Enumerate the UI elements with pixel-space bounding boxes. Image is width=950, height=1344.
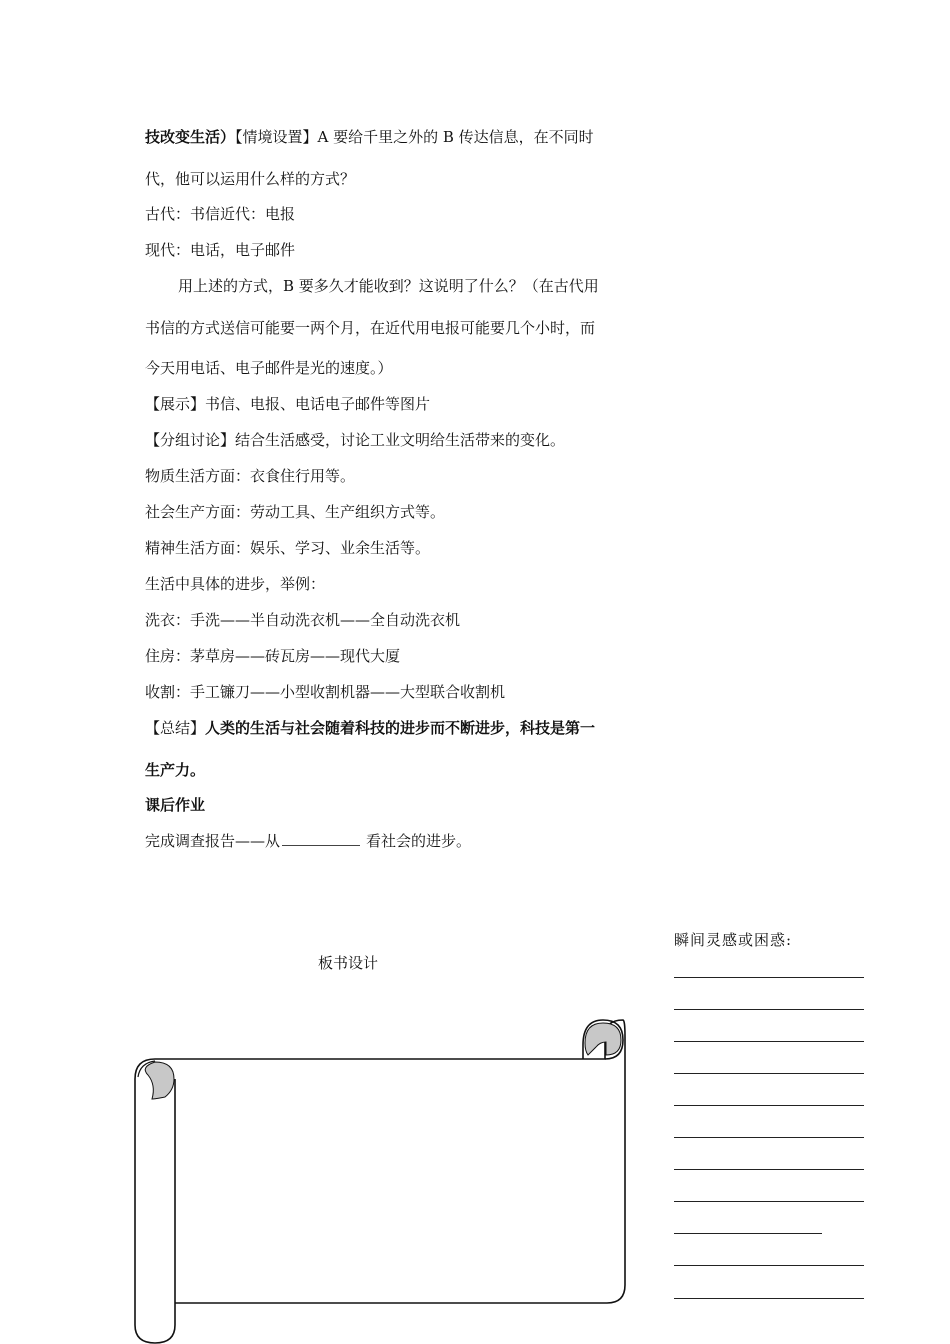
homework-title: 课后作业 [145,796,206,814]
text-line-10: 物质生活方面：衣食住行用等。 [145,467,356,485]
text-line-12: 精神生活方面：娱乐、学习、业余生活等。 [145,539,431,557]
text-line-1-rest: 【情境设置】A 要给千里之外的 B 传达信息，在不同时 [235,128,594,146]
summary-continuation: 生产力。 [145,761,206,779]
text-line-5: 用上述的方式，B 要多久才能收到？这说明了什么？（在古代用 [178,277,599,295]
note-line[interactable] [674,1169,864,1170]
note-line[interactable] [674,1137,864,1138]
scroll-board-frame [130,1015,635,1344]
text-line-15: 住房：茅草房——砖瓦房——现代大厦 [145,647,401,665]
summary-line [145,718,595,738]
text-line-1 [145,127,594,147]
text-line-13: 生活中具体的进步，举例： [145,575,326,593]
note-line[interactable] [674,1201,864,1202]
text-line-9: 【分组讨论】结合生活感受，讨论工业文明给生活带来的变化。 [145,431,566,449]
text-line-16: 收割：手工镰刀——小型收割机器——大型联合收割机 [145,683,506,701]
summary-text: 人类的生活与社会随着科技的进步而不断进步，科技是第一 [205,719,596,737]
note-line[interactable] [674,1298,864,1299]
homework-before: 完成调查报告——从 [145,832,281,850]
summary-tag: 【总结】 [145,719,206,737]
text-line-4: 现代：电话，电子邮件 [145,241,296,259]
text-line-2: 代，他可以运用什么样的方式？ [145,170,356,188]
homework-after: 看社会的进步。 [366,832,472,850]
scroll-curl-top-right [585,1023,621,1055]
homework-line [145,831,471,851]
scroll-curl-top-left [145,1062,174,1099]
note-line[interactable] [674,977,864,978]
text-line-6: 书信的方式送信可能要一两个月，在近代用电报可能要几个小时，而 [145,319,596,337]
text-line-8: 【展示】书信、电报、电话电子邮件等图片 [145,395,431,413]
note-line[interactable] [674,1041,864,1042]
note-line[interactable] [674,1073,864,1074]
notes-title: 瞬间灵感或困惑: [674,931,793,949]
text-line-14: 洗衣：手洗——半自动洗衣机——全自动洗衣机 [145,611,461,629]
note-line[interactable] [674,1265,864,1266]
text-line-7: 今天用电话、电子邮件是光的速度。） [145,359,393,377]
text-line-3: 古代：书信近代：电报 [145,205,296,223]
note-line[interactable] [674,1009,864,1010]
text-line-11: 社会生产方面：劳动工具、生产组织方式等。 [145,503,446,521]
board-design-title: 板书设计 [318,954,379,972]
note-line[interactable] [674,1233,822,1234]
note-line[interactable] [674,1105,864,1106]
homework-blank[interactable] [282,831,360,846]
text-line-1-bold: 技改变生活） [145,128,236,146]
